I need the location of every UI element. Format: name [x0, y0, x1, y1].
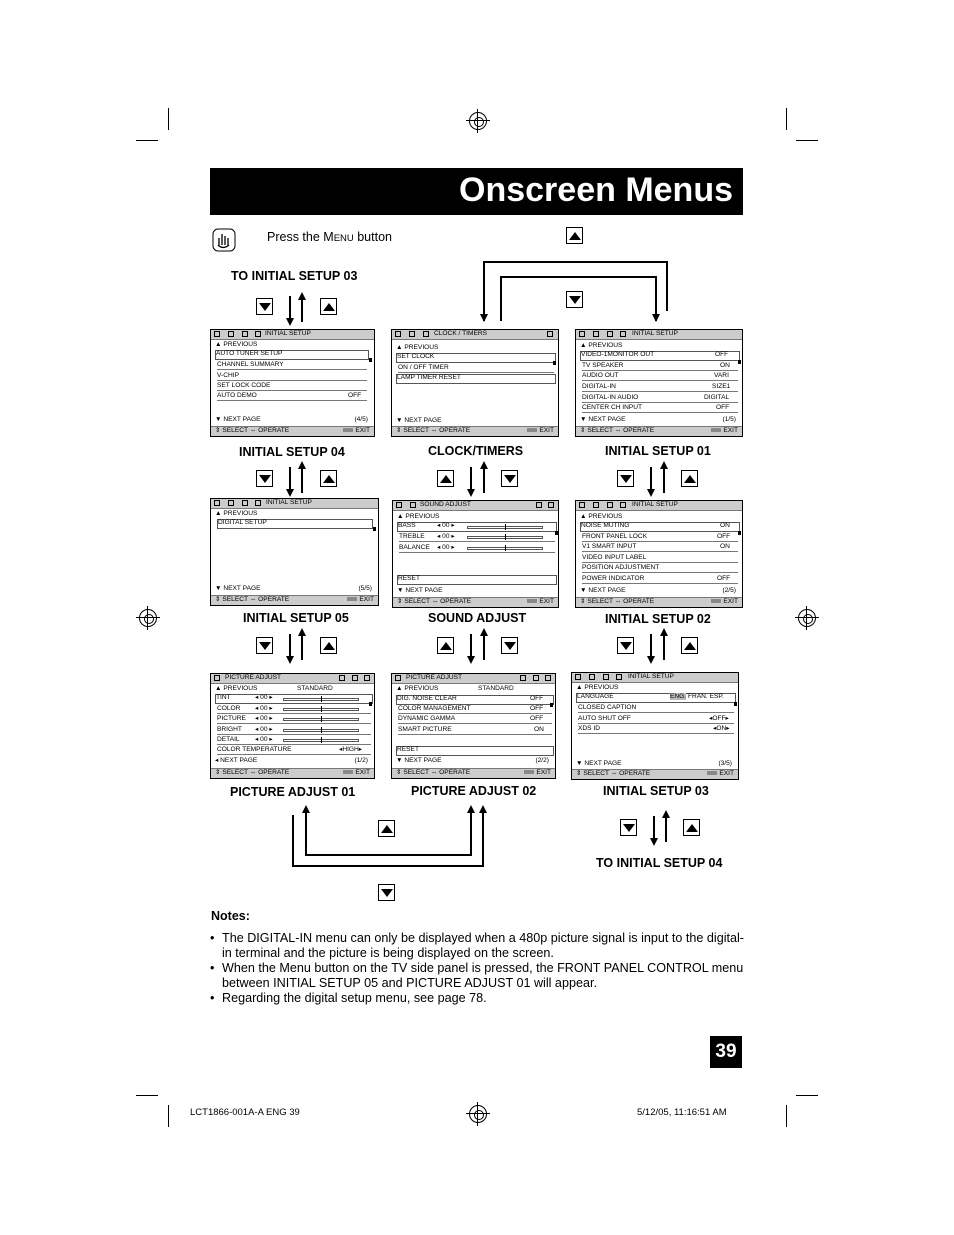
up-button-icon [566, 227, 583, 244]
label-to-initial-setup-04: TO INITIAL SETUP 04 [596, 856, 723, 870]
label-initial-setup-01: INITIAL SETUP 01 [605, 444, 711, 458]
label-to-initial-setup-03: TO INITIAL SETUP 03 [231, 269, 358, 283]
down-button-icon [566, 291, 583, 308]
up-button-icon [437, 470, 454, 487]
down-button-icon [256, 298, 273, 315]
page-number: 39 [710, 1036, 742, 1068]
crop-mark [136, 140, 158, 141]
crop-mark [168, 108, 169, 130]
menu-screen-initial-setup-03: INITIAL SETUP ▲ PREVIOUS LANGUAGE ENG. FRAN. ESP. CLOSED CAPTION AUTO SHUT OFF ◂OFF▸ XDS ID ◂ON▸ ▼ NEXT PAGE (3/5) ⇕ SELECT ⇔ OPERATE EXIT [571, 672, 739, 780]
registration-mark-icon [798, 609, 816, 627]
registration-mark-icon [139, 609, 157, 627]
up-button-icon [681, 470, 698, 487]
hand-press-icon [212, 228, 236, 252]
registration-mark-icon [469, 1105, 487, 1123]
footer-timestamp: 5/12/05, 11:16:51 AM [637, 1107, 727, 1118]
footer-document-id: LCT1866-001A-A ENG 39 [190, 1107, 300, 1118]
crop-mark [796, 140, 818, 141]
menu-screen-initial-setup-01: INITIAL SETUP ▲ PREVIOUS VIDEO-1MONITOR OUT OFF TV SPEAKER ON AUDIO OUT VARI DIGITAL-IN SIZE1 DIGITAL-IN AUDIO DIGITAL CENTER CH INPUT OFF ▼ NEXT PAGE (1/5) ⇕ SELECT ⇔ OPERATE EXIT [575, 329, 743, 437]
up-button-icon [437, 637, 454, 654]
label-sound-adjust: SOUND ADJUST [428, 611, 527, 625]
label-initial-setup-02: INITIAL SETUP 02 [605, 612, 711, 626]
label-picture-adjust-02: PICTURE ADJUST 02 [411, 784, 537, 798]
crop-mark [786, 108, 787, 130]
crop-mark [796, 1095, 818, 1096]
down-button-icon [501, 470, 518, 487]
label-picture-adjust-01: PICTURE ADJUST 01 [230, 785, 356, 799]
up-button-icon [320, 470, 337, 487]
down-button-icon [617, 637, 634, 654]
up-button-icon [320, 637, 337, 654]
down-button-icon [617, 470, 634, 487]
crop-mark [136, 1095, 158, 1096]
menu-screen-sound-adjust: SOUND ADJUST ▲ PREVIOUS BASS ◂ 00 ▸ TREBLE ◂ 00 ▸ BALANCE ◂ 00 ▸ RESET ▼ NEXT PAGE ⇕ SELECT ⇔ OPERATE EXIT [392, 500, 559, 608]
down-button-icon [378, 884, 395, 901]
menu-screen-initial-setup-05: INITIAL SETUP ▲ PREVIOUS DIGITAL SETUP ▼ NEXT PAGE (5/5) ⇕ SELECT ⇔ OPERATE EXIT [210, 498, 379, 606]
menu-screen-initial-setup-04: INITIAL SETUP ▲ PREVIOUS AUTO TUNER SETUP CHANNEL SUMMARY V-CHIP SET LOCK CODE AUTO DEMO OFF ▼ NEXT PAGE (4/5) ⇕ SELECT ⇔ OPERATE EXIT [210, 329, 375, 437]
label-initial-setup-05: INITIAL SETUP 05 [243, 611, 349, 625]
up-button-icon [681, 637, 698, 654]
down-button-icon [620, 819, 637, 836]
up-button-icon [320, 298, 337, 315]
menu-screen-initial-setup-02: INITIAL SETUP ▲ PREVIOUS NOISE MUTING ON FRONT PANEL LOCK OFF V1 SMART INPUT ON VIDEO INPUT LABEL POSITION ADJUSTMENT POWER INDICATOR OFF ▼ NEXT PAGE (2/5) ⇕ SELECT ⇔ OPERATE EXIT [575, 500, 743, 608]
page-title: Onscreen Menus [459, 171, 733, 209]
crop-mark [786, 1105, 787, 1127]
title-bar [210, 168, 743, 215]
menu-screen-clock-timers: CLOCK / TIMERS ▲ PREVIOUS SET CLOCK ON / OFF TIMER LAMP TIMER RESET ▼ NEXT PAGE ⇕ SELECT ⇔ OPERATE EXIT [391, 329, 559, 437]
up-button-icon [378, 820, 395, 837]
menu-screen-picture-adjust-02: PICTURE ADJUST ▲ PREVIOUS STANDARD DIG. NOISE CLEAR OFF COLOR MANAGEMENT OFF DYNAMIC GAMMA OFF SMART PICTURE ON RESET ▼ NEXT PAGE (2/2) ⇕ SELECT ⇔ OPERATE EXIT [391, 673, 556, 779]
instruction-text: Press the MENU button [267, 230, 392, 244]
down-button-icon [256, 470, 273, 487]
up-button-icon [683, 819, 700, 836]
down-button-icon [501, 637, 518, 654]
label-clock-timers: CLOCK/TIMERS [428, 444, 524, 458]
down-button-icon [256, 637, 273, 654]
notes-heading: Notes: [211, 909, 250, 923]
crop-mark [168, 1105, 169, 1127]
menu-screen-picture-adjust-01: PICTURE ADJUST ▲ PREVIOUS STANDARD TINT ◂ 00 ▸ COLOR ◂ 00 ▸ PICTURE ◂ 00 ▸ BRIGHT ◂ 00 ▸ DETAIL ◂ 00 ▸ COLOR TEMPERATURE ◂HIGH▸ ◂ NEXT PAGE (1/2) ⇕ SELECT ⇔ OPERATE EXIT [210, 673, 375, 779]
label-initial-setup-04: INITIAL SETUP 04 [239, 445, 345, 459]
registration-mark-icon [469, 112, 487, 130]
label-initial-setup-03: INITIAL SETUP 03 [603, 784, 709, 798]
